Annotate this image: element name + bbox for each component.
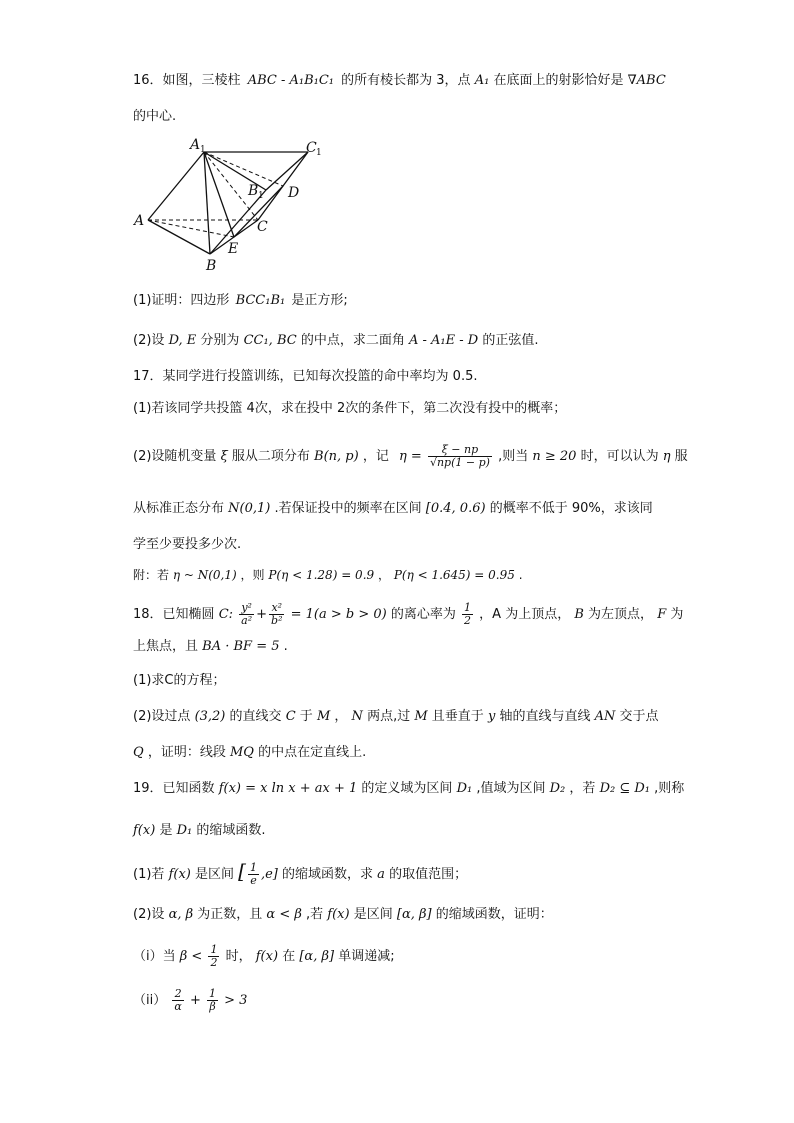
q19-p2-mid3: 是区间	[353, 907, 393, 922]
q16-part1	[133, 292, 348, 310]
q19-ii-n2: 1	[209, 987, 216, 1000]
q19-ii-d1: α	[174, 1000, 182, 1013]
q18-c: C:	[218, 607, 234, 622]
q19-mid: 的定义域为区间	[361, 781, 453, 796]
q19-p2-f: f(x)	[327, 907, 350, 922]
q19-d1: D₁	[456, 781, 473, 796]
edge-a1-d	[204, 152, 283, 186]
q18-part2	[133, 708, 659, 726]
q17-app-end: .	[518, 568, 523, 582]
q18-b2: b²	[271, 614, 283, 627]
q16-part2	[133, 332, 539, 350]
q19-p2-int: [α, β]	[396, 907, 432, 922]
q17-p2-post3: 服	[674, 449, 688, 464]
q19-func: f(x) = x ln x + ax + 1	[218, 781, 358, 796]
q18-half-num: 1	[464, 601, 472, 614]
q17-p2-post2: 时，可以认为	[580, 449, 659, 464]
q18-post2: 为左顶点，	[588, 607, 654, 622]
q19-i-den: 2	[210, 956, 218, 969]
q19-ii-frac1	[172, 988, 183, 1013]
q18-post3: 为	[670, 607, 684, 622]
q19-p2-mid: 为正数，且	[197, 907, 263, 922]
q16-triangle: ∇ABC	[627, 73, 666, 88]
q19-post: ,则称	[654, 781, 685, 796]
edge-b1-c1	[266, 152, 308, 190]
q18-p2-m2: M	[414, 709, 428, 724]
q19-p2-ab: α, β	[168, 907, 194, 922]
label-b: B	[206, 258, 217, 274]
q17-line2-pre: 从标准正态分布	[133, 501, 225, 516]
q19-p1-mid: 是区间	[195, 867, 235, 882]
prism-figure	[130, 136, 340, 276]
label-e: E	[228, 241, 239, 257]
q17-app-sep: ，	[377, 568, 390, 582]
q17-frac-num: ξ − np	[428, 444, 492, 457]
q19-part1	[133, 859, 468, 887]
q19-l2-d1: D₁	[176, 823, 193, 838]
q19-p1-frac	[248, 862, 259, 887]
q17-part1: (1)若该同学共投篮 4次，求在投中 2次的条件下，第二次没有投中的概率；	[133, 401, 567, 416]
q16-p2-angle: A - A₁E - D	[409, 333, 479, 348]
q18-x2: x²	[269, 602, 284, 615]
q18-frac-x	[269, 602, 284, 627]
q19-l2-f: f(x)	[133, 823, 156, 838]
q17-p2-post1: ,则当	[498, 449, 529, 464]
q16-line1	[133, 72, 666, 90]
q19-p1-den: e	[250, 874, 257, 887]
q16-p1-end: 是正方形;	[291, 293, 348, 308]
q18-p2-c: C	[285, 709, 296, 724]
q16-intro: 16．如图，三棱柱	[133, 73, 241, 88]
q19-ii-post: > 3	[224, 993, 248, 1008]
q17-app-p1: P(η < 1.28) = 0.9	[268, 568, 375, 582]
q19-ii-frac2	[207, 988, 218, 1013]
q18-l2-pre: 上焦点，且	[133, 639, 199, 654]
edge-a-e	[148, 220, 234, 237]
q18-frac-y	[239, 602, 254, 627]
q19-i-mid2: 在	[282, 949, 296, 964]
q19-part2	[133, 906, 553, 924]
q19-i-num: 1	[210, 943, 218, 956]
q16-p1-quad: BCC₁B₁	[235, 293, 286, 308]
q18-p2-end: 交于点	[619, 709, 659, 724]
q19-p2-post: 的缩域函数，证明：	[435, 907, 553, 922]
q18-dot: BA · BF = 5	[202, 639, 280, 654]
q17-binom: B(n, p)	[314, 449, 359, 464]
q17-app-mid: ，则	[240, 568, 265, 582]
label-c1-sub: 1	[316, 148, 322, 158]
q19-p1-post: 的缩域函数，求	[282, 867, 374, 882]
q17-interval: [0.4, 0.6)	[425, 501, 486, 516]
q18-p2-mid: 的直线交	[229, 709, 282, 724]
q19-ii-plus: +	[189, 993, 201, 1008]
q19-line2	[133, 822, 266, 840]
q19-p1-pre: (1)若	[133, 867, 165, 882]
q19-p1-lbracket: [	[238, 859, 246, 883]
q19-part2-i	[133, 944, 395, 969]
q18-line-q	[133, 744, 366, 762]
label-a1-sub: 1	[200, 145, 206, 155]
q16-line2: 的中心.	[133, 109, 177, 124]
q17-line2-end: 的概率不低于 90%，求该同	[489, 501, 653, 516]
q16-p2-points: CC₁, BC	[243, 333, 297, 348]
q18-p2-mid6: 轴的直线与直线	[499, 709, 591, 724]
q18-p2-mid3: ，	[334, 709, 348, 724]
q16-p2-de: D, E	[168, 333, 197, 348]
q19-ii-n1: 2	[172, 988, 183, 1001]
q18-q-end: 的中点在定直线上.	[258, 745, 367, 760]
q19-p1-a: a	[377, 867, 385, 882]
q18-frac-half	[462, 602, 473, 627]
q17-eta: η	[662, 449, 671, 464]
q18-eq-post: = 1(a > b > 0)	[290, 607, 387, 622]
q18-f: F	[657, 607, 667, 622]
q19-p1-rbracket: ,e]	[260, 867, 278, 882]
q17-app-pre: 附：若	[133, 568, 170, 582]
q19-title	[133, 780, 684, 798]
q18-p2-mid5: 且垂直于	[431, 709, 484, 724]
label-d: D	[288, 185, 300, 201]
q19-ii-d2: β	[209, 1000, 216, 1013]
q16-text2: 在底面上的射影恰好是	[493, 73, 624, 88]
q19-l2-post: 的缩域函数.	[196, 823, 266, 838]
q18-p2-mid4: 两点,过	[367, 709, 411, 724]
q17-p2-pre: (2)设随机变量	[133, 449, 217, 464]
q18-l2-post: .	[283, 639, 288, 654]
q17-p2-mid: 服从二项分布	[231, 449, 310, 464]
q19-mid3: ，若	[569, 781, 596, 796]
q18-part1: (1)求C的方程；	[133, 673, 226, 688]
label-b1: B	[248, 183, 259, 199]
q19-p2-lt: α < β	[266, 907, 302, 922]
q17-cond: n ≥ 20	[532, 449, 577, 464]
q17-xi: ξ	[220, 449, 228, 464]
q16-p1-text: (1)证明：四边形	[133, 293, 230, 308]
q19-i-int: [α, β]	[299, 949, 335, 964]
q18-p2-n: N	[351, 709, 363, 724]
q17-title: 17．某同学进行投篮训练，已知每次投篮的命中率均为 0.5.	[133, 369, 478, 384]
q19-p2-pre: (2)设	[133, 907, 165, 922]
q19-i-pre: （i）当	[133, 949, 176, 964]
q18-line2	[133, 638, 288, 656]
q16-prism: ABC - A₁B₁C₁	[247, 73, 334, 88]
q16-p2-text: (2)设	[133, 333, 165, 348]
label-b1-sub: 1	[258, 191, 264, 201]
q16-a1: A₁	[474, 73, 490, 88]
q18-p2-an: AN	[594, 709, 616, 724]
q19-part2-ii	[133, 988, 247, 1013]
q18-a2: a²	[241, 614, 253, 627]
q17-line2-mid: .若保证投中的频率在区间	[274, 501, 422, 516]
q18-point: (3,2)	[194, 709, 226, 724]
q16-text: 的所有棱长都为 3，点	[341, 73, 471, 88]
q19-mid2: ,值域为区间	[476, 781, 546, 796]
q18-q: Q	[133, 745, 144, 760]
label-a: A	[134, 213, 145, 229]
q17-p2-note: ，记	[362, 449, 389, 464]
q17-line2	[133, 500, 653, 518]
q16-p2-mid: 分别为	[200, 333, 240, 348]
q19-subset: D₂ ⊆ D₁	[599, 781, 650, 796]
q17-app-p2: P(η < 1.645) = 0.95	[393, 568, 515, 582]
q19-p1-f: f(x)	[168, 867, 191, 882]
q18-title: 18．已知椭圆 C: $\frac{\text{y²}}{\text{a²}}$ + $\frac{\text{x²}}{\text{b²}}$ = 1(a > b > 0) 的离心率为 $\frac{1}{2}$ ，A 为上顶点， B 为左顶点， F 为	[133, 601, 684, 627]
q19-ii-pre: （ii）	[133, 993, 167, 1008]
q17-app-dist: η ~ N(0,1)	[172, 568, 237, 582]
label-c: C	[257, 219, 268, 235]
q19-i-mid: 时，	[225, 949, 252, 964]
edge-a-b	[148, 220, 210, 254]
q18-mid: 的离心率为	[390, 607, 456, 622]
q19-i-f: f(x)	[255, 949, 279, 964]
edge-a1-a	[148, 152, 204, 220]
label-a1: A	[190, 137, 201, 153]
q17-normal: N(0,1)	[228, 501, 271, 516]
q19-p1-end: 的取值范围；	[389, 867, 468, 882]
q17-eta-fraction	[428, 444, 492, 469]
q18-p2-y: y	[487, 709, 496, 724]
q19-i-beta: β <	[179, 949, 203, 964]
q17-appendix	[133, 566, 523, 584]
q17-eta-eq: η =	[398, 449, 422, 464]
q16-p2-end: 的正弦值.	[482, 333, 539, 348]
q18-p2-m: M	[316, 709, 331, 724]
q17-frac-den: √np(1 − p)	[429, 456, 490, 469]
label-c1: C	[306, 140, 317, 156]
q18-mq: MQ	[229, 745, 254, 760]
q19-p2-mid2: ,若	[306, 907, 324, 922]
q17-line3: 学至少要投多少次.	[133, 537, 242, 552]
q18-pre: 18．已知椭圆	[133, 607, 215, 622]
q19-p1-num: 1	[249, 861, 257, 874]
q18-p2-mid2: 于	[299, 709, 313, 724]
q18-y2: y²	[239, 602, 254, 615]
q19-i-frac	[208, 944, 219, 969]
q18-half-den: 2	[464, 614, 472, 627]
q18-post: ，A 为上顶点，	[479, 607, 571, 622]
q19-i-post: 单调递减;	[338, 949, 395, 964]
q16-p2-mid2: 的中点，求二面角	[300, 333, 405, 348]
q18-b: B	[574, 607, 584, 622]
q18-q-post: ，证明：线段	[147, 745, 226, 760]
q19-pre: 19．已知函数	[133, 781, 215, 796]
q17-part2	[133, 444, 688, 469]
q19-l2-mid: 是	[159, 823, 173, 838]
q18-p2-pre: (2)设过点	[133, 709, 191, 724]
q19-d2: D₂	[549, 781, 566, 796]
